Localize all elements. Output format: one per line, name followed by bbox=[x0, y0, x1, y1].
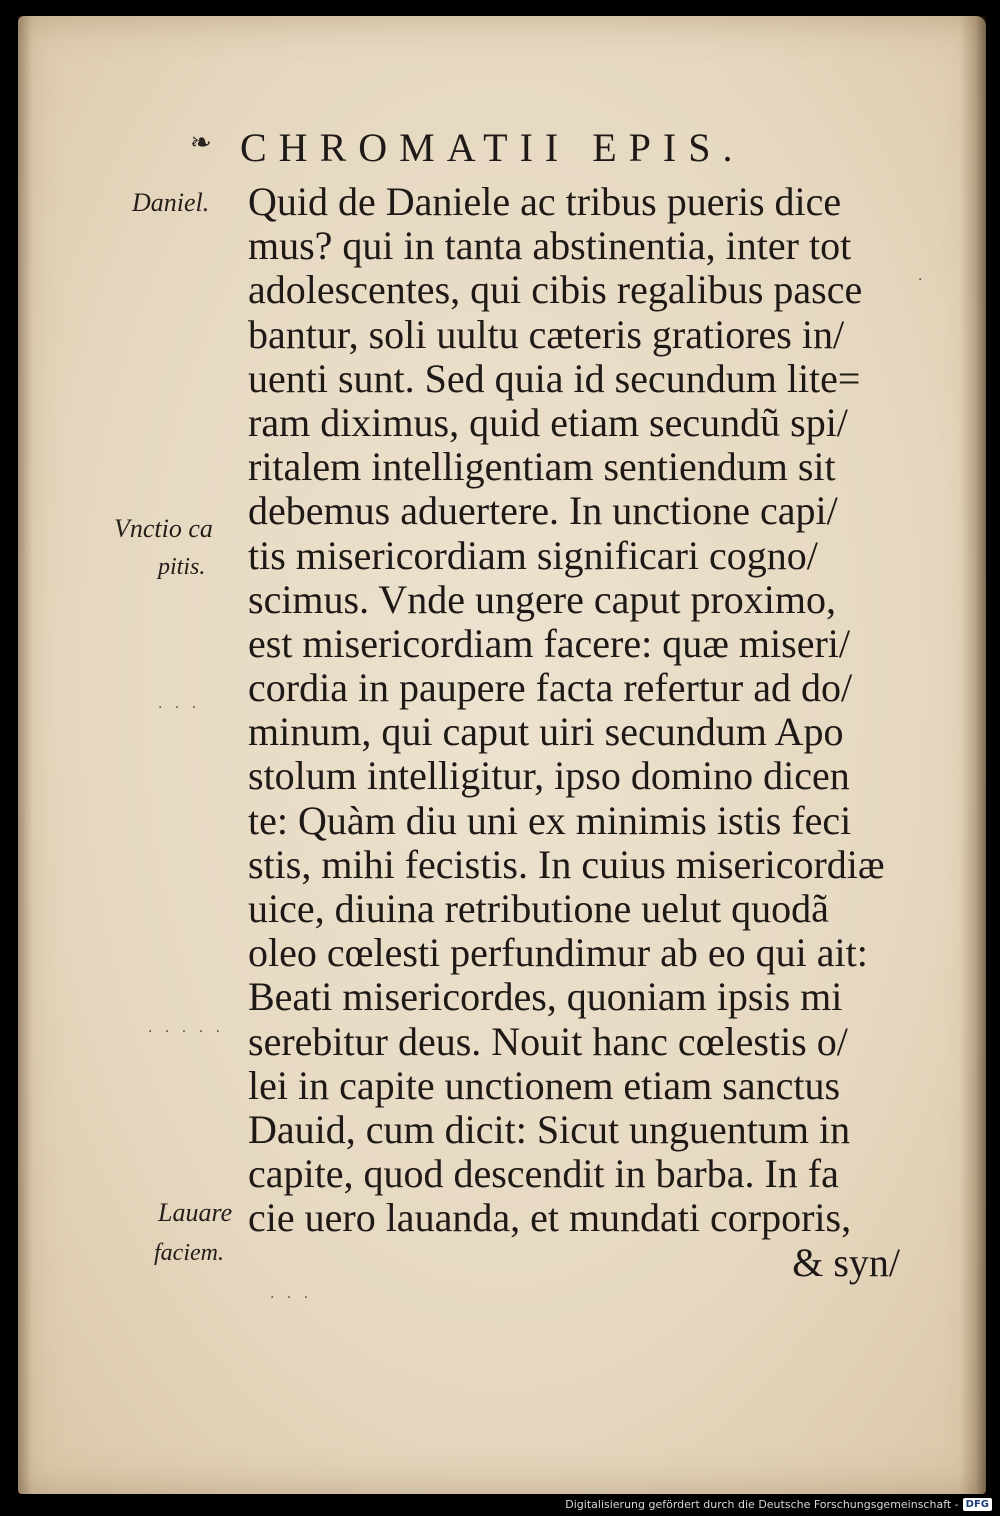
text-line: scimus. Vnde ungere caput proximo, bbox=[248, 576, 837, 622]
main-text-block bbox=[248, 180, 908, 1285]
ink-speckle: · · · bbox=[158, 700, 201, 716]
dfg-logo-icon: DFG bbox=[963, 1498, 992, 1511]
text-line: cordia in paupere facta refertur ad do/ bbox=[248, 665, 853, 711]
text-line: te: Quàm diu uni ex minimis istis feci bbox=[248, 797, 852, 843]
fleuron-icon: ❧ bbox=[190, 128, 212, 157]
text-line: oleo cœlesti perfundimur ab eo qui ait: bbox=[248, 930, 868, 976]
text-line: uenti sunt. Sed quia id secundum lite= bbox=[248, 355, 861, 401]
text-line: ram diximus, quid etiam secundũ spi/ bbox=[248, 399, 848, 445]
text-line: mus? qui in tanta abstinentia, inter tot bbox=[248, 223, 852, 269]
text-line: tis misericordiam significari cogno/ bbox=[248, 532, 818, 578]
text-line: capite, quod descendit in barba. In fa bbox=[248, 1151, 839, 1197]
ink-speckle: · · · bbox=[270, 1290, 313, 1306]
page-edge-shadow bbox=[960, 16, 986, 1494]
margin-note-lauare-line2: faciem. bbox=[154, 1240, 224, 1266]
text-line: Quid de Daniele ac tribus pueris dice bbox=[248, 179, 842, 224]
text-line: Dauid, cum dicit: Sicut unguentum in bbox=[248, 1106, 851, 1152]
ink-speckle: · · · · · bbox=[148, 1024, 225, 1040]
text-line: stolum intelligitur, ipso domino dicen bbox=[248, 753, 850, 799]
text-line: Beati misericordes, quoniam ipsis mi bbox=[248, 974, 843, 1020]
margin-note-unctio-line1: Vnctio ca bbox=[114, 514, 213, 543]
page-gutter-shadow bbox=[18, 16, 32, 1494]
text-line: serebitur deus. Nouit hanc cœlestis o/ bbox=[248, 1018, 848, 1064]
running-title: CHROMATII EPIS. bbox=[240, 125, 745, 170]
text-line: debemus aduertere. In unctione capi/ bbox=[248, 488, 838, 534]
funding-credit: Digitalisierung gefördert durch die Deutsche Forschungsgemeinschaft - bbox=[565, 1497, 959, 1511]
text-line: minum, qui caput uiri secundum Apo bbox=[248, 709, 844, 755]
margin-note-daniel: Daniel. bbox=[132, 188, 210, 217]
text-line: ritalem intelligentiam sentiendum sit bbox=[248, 444, 836, 490]
text-line: adolescentes, qui cibis regalibus pasce bbox=[248, 267, 863, 313]
text-line: cie uero lauanda, et mundati corporis, bbox=[248, 1195, 852, 1241]
text-line: uice, diuina retributione uelut quodã bbox=[248, 886, 829, 931]
margin-note-unctio-line2: pitis. bbox=[158, 554, 206, 580]
text-line: lei in capite unctionem etiam sanctus bbox=[248, 1062, 841, 1108]
ink-speckle: · bbox=[918, 272, 927, 288]
digitization-footer bbox=[565, 1494, 992, 1514]
text-line: bantur, soli uultu cæteris gratiores in/ bbox=[248, 311, 845, 357]
text-line: stis, mihi fecistis. In cuius misericordiæ bbox=[248, 841, 885, 887]
margin-note-lauare-line1: Lauare bbox=[158, 1198, 233, 1227]
catchword: & syn/ bbox=[792, 1239, 900, 1285]
text-line: est misericordiam facere: quæ miseri/ bbox=[248, 620, 851, 666]
